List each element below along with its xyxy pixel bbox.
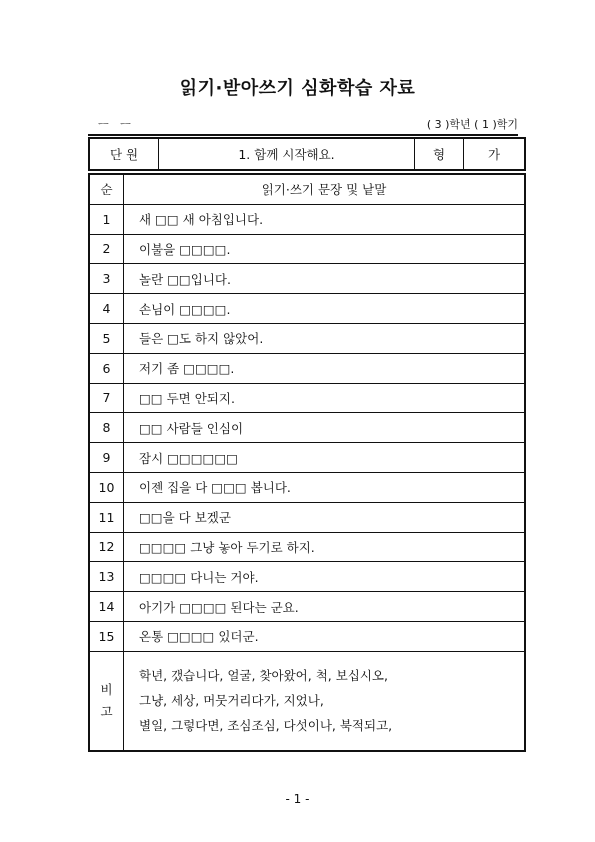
row-number: 5: [89, 323, 124, 353]
grade-term: [427, 116, 518, 132]
notes-label-2: 고: [100, 703, 113, 719]
table-row: [89, 323, 525, 353]
page-number: - 1 -: [285, 792, 310, 806]
row-sentence: 아기가 □□□□ 된다는 군요.: [124, 592, 526, 622]
notes-label-1: 비: [100, 681, 113, 697]
row-number: 14: [89, 592, 124, 622]
unit-value: 1. 함께 시작해요.: [159, 138, 415, 170]
row-sentence: □□ 두면 안되지.: [124, 383, 526, 413]
table-row: [89, 413, 525, 443]
notes-text: [124, 651, 526, 751]
header-text: 읽기·쓰기 문장 및 낱말: [124, 174, 526, 204]
row-sentence: □□ 사람들 인심이: [124, 413, 526, 443]
table-row: [89, 383, 525, 413]
grade-number: ( 3 ): [426, 118, 450, 131]
row-sentence: 손님이 □□□□.: [124, 294, 526, 324]
notes-line: 학년, 갰습니다, 얼굴, 찾아왔어, 척, 보십시오,: [139, 668, 388, 684]
table-row: [89, 353, 525, 383]
row-sentence: 저기 좀 □□□□.: [124, 353, 526, 383]
unit-table: [88, 137, 526, 171]
row-number: 3: [89, 264, 124, 294]
term-number: ( 1 ): [474, 118, 497, 131]
row-number: 4: [89, 294, 124, 324]
row-sentence: □□을 다 보겠군: [124, 502, 526, 532]
row-number: 8: [89, 413, 124, 443]
header-rule: [88, 134, 518, 136]
notes-label: [89, 651, 124, 751]
table-row: [89, 562, 525, 592]
table-row: [89, 204, 525, 234]
row-number: 15: [89, 621, 124, 651]
table-row: [89, 621, 525, 651]
header-dash: ㅡ ㅡ: [98, 118, 135, 131]
page-title: 읽기·받아쓰기 심화학습 자료: [179, 78, 416, 99]
header-line: [88, 116, 518, 134]
row-sentence: 이불을 □□□□.: [124, 234, 526, 264]
table-row: [89, 532, 525, 562]
table-row: [89, 294, 525, 324]
unit-label: 단 원: [89, 138, 159, 170]
row-number: 1: [89, 204, 124, 234]
grade-word: 학년: [449, 118, 471, 131]
table-header-row: [89, 174, 525, 204]
row-number: 13: [89, 562, 124, 592]
header-number: 순: [89, 174, 124, 204]
table-row: [89, 443, 525, 473]
row-number: 9: [89, 443, 124, 473]
row-number: 7: [89, 383, 124, 413]
row-sentence: 온통 □□□□ 있더군.: [124, 621, 526, 651]
row-sentence: 새 □□ 새 아침입니다.: [124, 204, 526, 234]
row-number: 10: [89, 472, 124, 502]
row-number: 11: [89, 502, 124, 532]
term-word: 학기: [496, 118, 518, 131]
table-row: [89, 472, 525, 502]
notes-line: 별일, 그렇다면, 조심조심, 다섯이나, 북적되고,: [139, 718, 393, 734]
table-row: [89, 592, 525, 622]
row-sentence: 잠시 □□□□□□: [124, 443, 526, 473]
table-row: [89, 264, 525, 294]
row-number: 6: [89, 353, 124, 383]
row-number: 2: [89, 234, 124, 264]
row-sentence: 이젠 집을 다 □□□ 봅니다.: [124, 472, 526, 502]
row-sentence: 놀란 □□입니다.: [124, 264, 526, 294]
row-sentence: □□□□ 다니는 거야.: [124, 562, 526, 592]
row-sentence: □□□□ 그냥 놓아 두기로 하지.: [124, 532, 526, 562]
notes-row: [89, 651, 525, 751]
table-row: [89, 502, 525, 532]
table-row: [89, 234, 525, 264]
notes-line: 그냥, 세상, 머뭇거리다가, 지었나,: [139, 693, 324, 709]
sentence-table: [88, 173, 526, 752]
row-sentence: 들은 □도 하지 않았어.: [124, 323, 526, 353]
type-label: 형: [415, 138, 464, 170]
type-value: 가: [464, 138, 526, 170]
row-number: 12: [89, 532, 124, 562]
